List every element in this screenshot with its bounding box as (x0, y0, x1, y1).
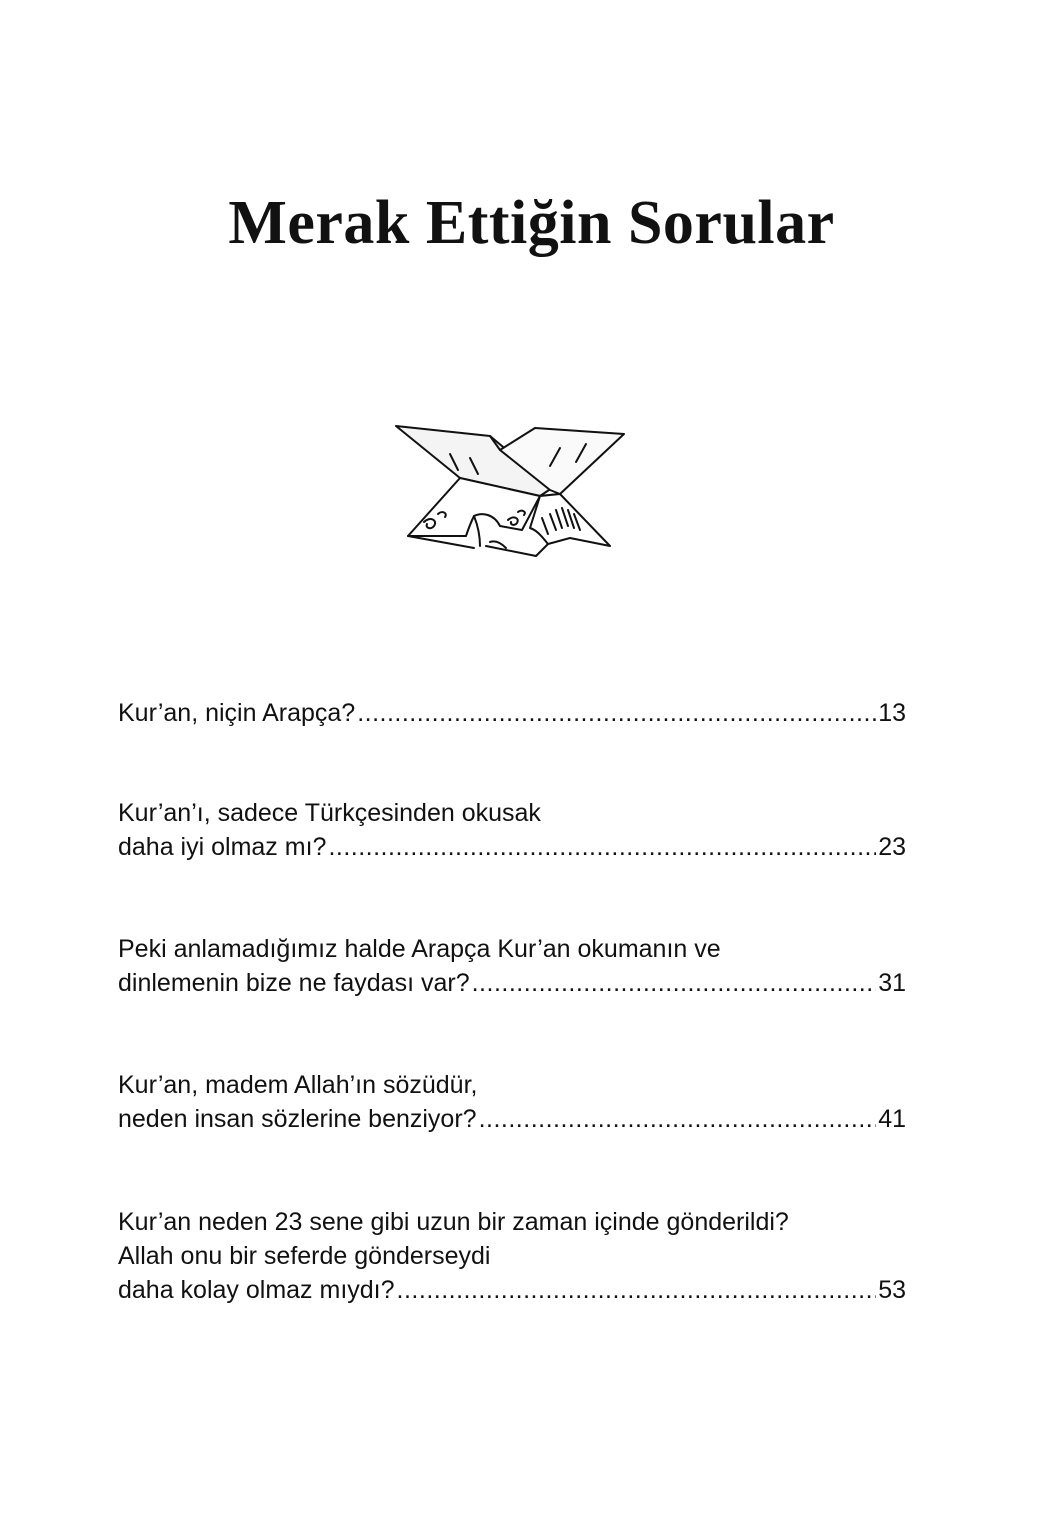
toc-entry-title: daha iyi olmaz mı? (118, 833, 327, 861)
toc-entry-title: dinlemenin bize ne faydası var? (118, 969, 470, 997)
toc-entry[interactable] (118, 796, 906, 864)
quran-stand-rahle-icon (390, 418, 630, 566)
toc-entry-title: Peki anlamadığımız halde Arapça Kur’an okumanın ve (118, 935, 721, 963)
toc-page-number: 31 (878, 969, 906, 997)
toc-entry-title: Kur’an neden 23 sene gibi uzun bir zaman içinde gönderildi? (118, 1208, 789, 1236)
toc-entry[interactable] (118, 932, 906, 1000)
page-title: Merak Ettiğin Sorular (228, 189, 835, 257)
toc-entry-title: Kur’an, niçin Arapça? (118, 699, 356, 727)
toc-entry-line (118, 1102, 906, 1136)
toc-entry-title: neden insan sözlerine benziyor? (118, 1105, 477, 1133)
toc-page-number: 41 (878, 1105, 906, 1133)
dot-leader (357, 696, 876, 730)
toc-entry-title: Kur’an, madem Allah’ın sözüdür, (118, 1071, 478, 1099)
toc-page-number: 13 (878, 699, 906, 727)
toc-entry[interactable] (118, 1205, 906, 1307)
toc-entry[interactable] (118, 1068, 906, 1136)
toc-page-number: 53 (878, 1276, 906, 1304)
dot-leader (479, 1102, 877, 1136)
toc-entry-title: Allah onu bir seferde gönderseydi (118, 1242, 491, 1270)
dot-leader (397, 1273, 877, 1307)
toc-entry-line (118, 830, 906, 864)
toc-entry-title: Kur’an’ı, sadece Türkçesinden okusak (118, 799, 541, 827)
toc-entry-line (118, 966, 906, 1000)
toc-page-number: 23 (878, 833, 906, 861)
toc-entry-line (118, 1273, 906, 1307)
dot-leader (328, 830, 876, 864)
toc-entry-title: daha kolay olmaz mıydı? (118, 1276, 395, 1304)
toc-entry-line (118, 696, 906, 730)
toc-entry[interactable] (118, 696, 906, 730)
dot-leader (472, 966, 877, 1000)
